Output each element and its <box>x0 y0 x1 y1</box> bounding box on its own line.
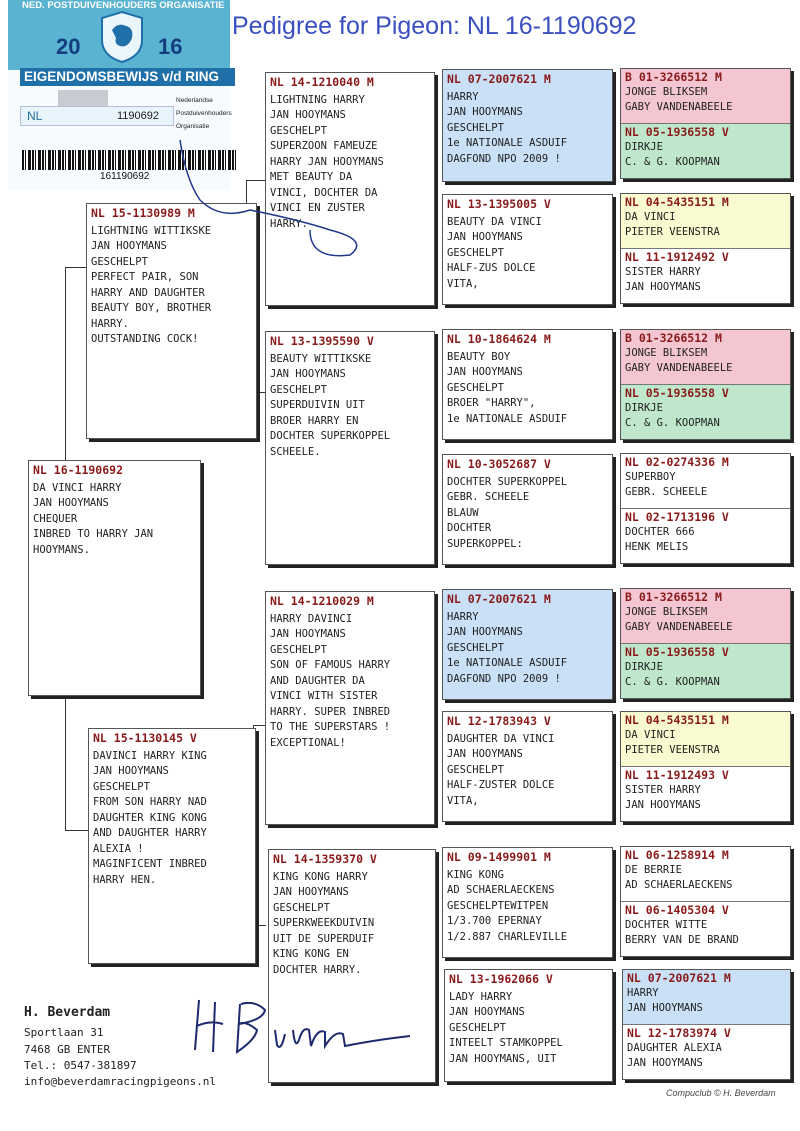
grandparent-line: UIT DE SUPERDUIF <box>273 932 375 945</box>
subject-line: INBRED TO HARRY JAN <box>33 528 154 540</box>
g4-ring: NL 02-0274336 M <box>625 455 729 469</box>
g3-ring: NL 09-1499901 M <box>447 850 551 864</box>
g3-line: HALF-ZUSTER DOLCE <box>447 779 555 791</box>
g4-line: PIETER VEENSTRA <box>625 226 720 238</box>
certificate-year-left: 20 <box>56 34 81 59</box>
dam-line: DAVINCI HARRY KING <box>93 749 207 762</box>
g4-line: DOCHTER 666 <box>625 525 695 538</box>
g3-line: JAN HOOYMANS <box>447 626 523 638</box>
dam-line: MAGINFICENT INBRED <box>93 858 207 870</box>
g3-line: JAN HOOYMANS <box>449 1006 525 1018</box>
signature <box>185 990 415 1060</box>
g3-line: HALF-ZUS DOLCE <box>447 262 536 274</box>
g4-line: DIRKJE <box>625 140 663 153</box>
g3-card <box>442 847 613 958</box>
breeder-phone: Tel.: 0547-381897 <box>24 1059 137 1072</box>
grandparent-line: AND DAUGHTER DA <box>270 674 365 687</box>
sire-ring: NL 15-1130989 M <box>91 206 195 220</box>
g3-line: INTEELT STAMKOPPEL <box>449 1037 563 1049</box>
g4-line: C. & G. KOOPMAN <box>625 155 720 168</box>
g4-ring: NL 07-2007621 M <box>627 971 731 985</box>
grandparent-ring: NL 13-1395590 V <box>270 334 374 348</box>
g4-pair <box>622 969 791 1080</box>
g3-line: 1e NATIONALE ASDUIF <box>447 657 568 669</box>
g4-line: JONGE BLIKSEM <box>625 606 708 618</box>
connector-sire <box>65 267 66 462</box>
g4-line: JONGE BLIKSEM <box>625 347 708 359</box>
certificate-side-o: Organisatie <box>176 123 210 130</box>
grandparent-line: JAN HOOYMANS <box>270 368 346 380</box>
g3-line: GESCHELPT <box>447 641 504 654</box>
g4-line: JAN HOOYMANS <box>627 1002 703 1014</box>
grandparent-line: KING KONG HARRY <box>273 870 368 883</box>
grandparent-line: GESCHELPT <box>270 643 327 656</box>
dam-line: GESCHELPT <box>93 780 150 793</box>
certificate-barcode-text: 161190692 <box>100 171 150 182</box>
grandparent-line: HARRY DAVINCI <box>270 612 353 625</box>
breeder-name: H. Beverdam <box>24 1005 111 1020</box>
subject-line: JAN HOOYMANS <box>33 497 109 509</box>
g4-line: DOCHTER WITTE <box>625 918 708 931</box>
grandparent-line: TO THE SUPERSTARS ! <box>270 721 391 733</box>
g3-line: 1e NATIONALE ASDUIF <box>447 137 568 149</box>
sire-line: BEAUTY BOY, BROTHER <box>91 302 212 314</box>
g4-female <box>621 385 790 440</box>
dam-line: FROM SON HARRY NAD <box>93 796 207 808</box>
grandparent-line: SON OF FAMOUS HARRY <box>270 659 391 671</box>
breeder-email: info@beverdamracingpigeons.nl <box>24 1075 217 1088</box>
grandparent-line: SUPERZOON FAMEUZE <box>270 140 378 152</box>
g4-ring: NL 02-1713196 V <box>625 509 729 524</box>
g4-line: SUPERBOY <box>625 471 676 483</box>
g4-pair <box>620 711 791 822</box>
g4-female <box>621 249 790 304</box>
g4-pair <box>620 68 791 179</box>
ink-scribble <box>160 120 380 260</box>
g3-card <box>442 454 613 565</box>
grandparent-line: VINCI EN ZUSTER <box>270 202 365 214</box>
g3-ring: NL 07-2007621 M <box>447 72 551 86</box>
g3-line: GESCHELPT <box>447 381 504 394</box>
grandparent-line: HARRY. SUPER INBRED <box>270 705 391 718</box>
dam-card <box>88 728 256 964</box>
g4-line: JONGE BLIKSEM <box>625 86 708 98</box>
g3-line: BROER "HARRY", <box>447 397 536 409</box>
grandparent-line: SUPERKWEEKDUIVIN <box>273 917 375 929</box>
g4-line: JAN HOOYMANS <box>627 1056 703 1069</box>
certificate-org: NED. POSTDUIVENHOUDERS ORGANISATIE <box>22 0 225 11</box>
g3-line: VITA, <box>447 794 479 807</box>
dam-ring: NL 15-1130145 V <box>93 731 197 745</box>
g4-female <box>623 1025 790 1080</box>
g3-line: GESCHELPT <box>447 121 504 134</box>
g4-female <box>621 509 790 564</box>
dam-line: HARRY HEN. <box>93 873 157 886</box>
grandparent-line: GESCHELPT <box>270 124 327 137</box>
connector-dam <box>65 695 66 830</box>
g3-line: VITA, <box>447 277 479 290</box>
grandparent-line: BROER HARRY EN <box>270 414 359 427</box>
g3-card <box>442 589 613 700</box>
g4-line: DAUGHTER ALEXIA <box>627 1041 722 1054</box>
g4-ring: NL 12-1783974 V <box>627 1025 731 1040</box>
grandparent-line: BEAUTY WITTIKSKE <box>270 352 372 365</box>
g4-pair <box>620 193 791 304</box>
grandparent-line: HARRY. <box>270 217 308 230</box>
g3-line: JAN HOOYMANS <box>447 366 523 378</box>
grandparent-card <box>265 331 435 565</box>
breeder-street: Sportlaan 31 <box>24 1026 104 1039</box>
grandparent-ring: NL 14-1359370 V <box>273 852 377 866</box>
g4-line: HENK MELIS <box>625 540 689 553</box>
g4-line: GABY VANDENABEELE <box>625 101 733 113</box>
sire-line: JAN HOOYMANS <box>91 240 167 252</box>
sire-line: GESCHELPT <box>91 255 148 268</box>
certificate-side-p: Postduivenhouders <box>176 110 232 117</box>
g4-line: PIETER VEENSTRA <box>625 744 720 756</box>
subject-card <box>28 460 201 696</box>
g4-male <box>621 712 790 767</box>
g4-pair <box>620 588 791 699</box>
grandparent-line: GESCHELPT <box>273 901 330 914</box>
g3-line: JAN HOOYMANS <box>447 106 523 118</box>
g3-line: HARRY <box>447 610 479 623</box>
g3-card <box>442 69 613 182</box>
dam-line: AND DAUGHTER HARRY <box>93 827 207 839</box>
g4-ring: NL 05-1936558 V <box>625 385 729 400</box>
g4-line: GABY VANDENABEELE <box>625 621 733 633</box>
g3-line: 1/2.887 CHARLEVILLE <box>447 930 568 943</box>
g3-ring: NL 07-2007621 M <box>447 592 551 606</box>
grandparent-line: JAN HOOYMANS <box>270 628 346 640</box>
certificate-ring-field <box>20 106 174 126</box>
g4-pair <box>620 453 791 564</box>
g4-female <box>621 902 790 957</box>
g3-card <box>442 194 613 305</box>
g4-line: DIRKJE <box>625 660 663 673</box>
g4-line: SISTER HARRY <box>625 265 701 278</box>
g3-card <box>442 329 613 440</box>
g4-ring: NL 11-1912492 V <box>625 249 729 264</box>
g4-line: JAN HOOYMANS <box>625 280 701 293</box>
g3-line: DAGFOND NPO 2009 ! <box>447 152 561 165</box>
grandparent-line: JAN HOOYMANS <box>270 109 346 121</box>
g3-line: BEAUTY DA VINCI <box>447 215 542 228</box>
g4-pair <box>620 846 791 957</box>
g4-line: GABY VANDENABEELE <box>625 362 733 374</box>
lion-emblem-icon <box>98 10 146 64</box>
g3-line: DAGFOND NPO 2009 ! <box>447 672 561 685</box>
certificate-year-right: 16 <box>158 34 183 59</box>
connector-sire-h <box>65 267 88 268</box>
connector-dam-h <box>65 830 89 831</box>
g3-line: GESCHELPT <box>447 763 504 776</box>
g3-line: GESCHELPTEWITPEN <box>447 899 549 912</box>
g3-line: DOCHTER SUPERKOPPEL <box>447 475 568 488</box>
g4-line: SISTER HARRY <box>625 783 701 796</box>
grandparent-line: JAN HOOYMANS <box>273 886 349 898</box>
grandparent-ring: NL 14-1210040 M <box>270 75 374 89</box>
grandparent-line: SCHEELE. <box>270 445 321 458</box>
certificate-stamp <box>58 90 108 106</box>
dam-line: DAUGHTER KING KONG <box>93 811 207 824</box>
g4-ring: B 01-3266512 M <box>625 70 722 84</box>
g3-line: DOCHTER <box>447 522 492 534</box>
grandparent-line: VINCI WITH SISTER <box>270 690 378 702</box>
g4-ring: B 01-3266512 M <box>625 590 722 604</box>
g3-ring: NL 13-1395005 V <box>447 197 551 211</box>
g3-line: GESCHELPT <box>449 1021 506 1034</box>
g3-line: 1/3.700 EPERNAY <box>447 915 542 927</box>
g4-male <box>621 194 790 249</box>
grandparent-line: HARRY JAN HOOYMANS <box>270 155 384 168</box>
g4-male <box>621 69 790 124</box>
grandparent-card <box>265 591 435 825</box>
g4-ring: NL 06-1405304 V <box>625 902 729 917</box>
grandparent-line: LIGHTNING HARRY <box>270 93 365 106</box>
g4-line: AD SCHAERLAECKENS <box>625 879 733 891</box>
g4-line: C. & G. KOOPMAN <box>625 675 720 688</box>
sire-line: HARRY AND DAUGHTER <box>91 286 205 299</box>
g4-line: GEBR. SCHEELE <box>625 486 708 498</box>
g4-male <box>621 330 790 385</box>
sire-line: OUTSTANDING COCK! <box>91 333 199 345</box>
grandparent-line: MET BEAUTY DA <box>270 171 353 183</box>
g3-line: BLAUW <box>447 506 479 519</box>
grandparent-line: EXCEPTIONAL! <box>270 736 346 749</box>
g4-line: JAN HOOYMANS <box>625 798 701 811</box>
grandparent-line: DOCHTER SUPERKOPPEL <box>270 430 391 442</box>
footer-credit: Compuclub © H. Beverdam <box>666 1088 776 1098</box>
g3-ring: NL 12-1783943 V <box>447 714 551 728</box>
grandparent-line: KING KONG EN <box>273 948 349 960</box>
g4-female <box>621 767 790 822</box>
g4-line: DE BERRIE <box>625 864 682 876</box>
subject-line: CHEQUER <box>33 512 78 525</box>
g4-ring: NL 04-5435151 M <box>625 195 729 209</box>
g4-male <box>621 589 790 644</box>
grandparent-line: VINCI, DOCHTER DA <box>270 186 378 199</box>
grandparent-line: SUPERDUIVIN UIT <box>270 399 365 411</box>
g4-pair <box>620 329 791 440</box>
grandparent-line: GESCHELPT <box>270 383 327 396</box>
g3-line: JAN HOOYMANS, UIT <box>449 1052 557 1065</box>
g3-card <box>442 711 613 822</box>
g4-ring: NL 05-1936558 V <box>625 644 729 659</box>
g4-male <box>621 454 790 509</box>
certificate-ring-number: 1190692 <box>117 110 160 122</box>
g3-line: KING KONG <box>447 868 504 881</box>
grandparent-ring: NL 14-1210029 M <box>270 594 374 608</box>
g3-line: GEBR. SCHEELE <box>447 491 530 503</box>
certificate-side-n: Nederlandse <box>176 97 213 104</box>
g3-line: JAN HOOYMANS <box>447 748 523 760</box>
certificate-heading: EIGENDOMSBEWIJS v/d RING <box>20 68 235 86</box>
page-title: Pedigree for Pigeon: NL 16-1190692 <box>232 12 637 40</box>
g3-line: DAUGHTER DA VINCI <box>447 732 555 745</box>
sire-line: HARRY. <box>91 317 129 330</box>
g4-line: C. & G. KOOPMAN <box>625 416 720 429</box>
g4-female <box>621 124 790 179</box>
g4-line: DIRKJE <box>625 401 663 414</box>
g4-ring: NL 11-1912493 V <box>625 767 729 782</box>
g4-male <box>623 970 790 1025</box>
g4-line: HARRY <box>627 987 659 999</box>
g3-line: SUPERKOPPEL: <box>447 537 523 550</box>
g3-line: BEAUTY BOY <box>447 350 511 363</box>
g3-card <box>444 969 613 1082</box>
g3-line: AD SCHAERLAECKENS <box>447 884 555 896</box>
sire-line: PERFECT PAIR, SON <box>91 271 199 283</box>
subject-line: DA VINCI HARRY <box>33 481 122 494</box>
subject-ring: NL 16-1190692 <box>33 463 124 477</box>
sire-line: LIGHTNING WITTIKSKE <box>91 224 212 237</box>
certificate-country: NL <box>27 109 43 123</box>
grandparent-line: DOCHTER HARRY. <box>273 963 362 976</box>
g3-line: HARRY <box>447 90 479 103</box>
g4-ring: NL 05-1936558 V <box>625 124 729 139</box>
g3-ring: NL 10-3052687 V <box>447 457 551 471</box>
g3-ring: NL 10-1864624 M <box>447 332 551 346</box>
dam-line: JAN HOOYMANS <box>93 765 169 777</box>
breeder-city: 7468 GB ENTER <box>24 1043 111 1056</box>
g4-male <box>621 847 790 902</box>
dam-line: ALEXIA ! <box>93 842 144 855</box>
g4-ring: NL 06-1258914 M <box>625 848 729 862</box>
g4-line: DA VINCI <box>625 729 676 741</box>
g3-line: JAN HOOYMANS <box>447 231 523 243</box>
g3-line: 1e NATIONALE ASDUIF <box>447 412 568 425</box>
g3-ring: NL 13-1962066 V <box>449 972 553 986</box>
g4-ring: NL 04-5435151 M <box>625 713 729 727</box>
subject-line: HOOYMANS. <box>33 543 90 556</box>
g4-line: BERRY VAN DE BRAND <box>625 933 739 946</box>
g3-line: GESCHELPT <box>447 246 504 259</box>
g4-line: DA VINCI <box>625 211 676 223</box>
g4-female <box>621 644 790 699</box>
g4-ring: B 01-3266512 M <box>625 331 722 345</box>
g3-line: LADY HARRY <box>449 990 513 1003</box>
